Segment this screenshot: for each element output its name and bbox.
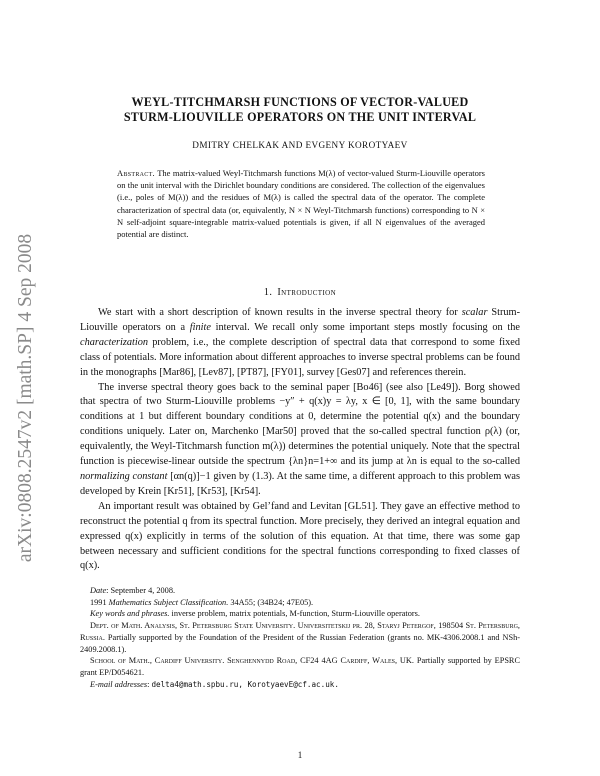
affiliation: School of Math., Cardiff University. Senghennydd Road, CF24 4AG Cardiff, Wales, UK. [90,656,414,666]
section-heading [80,287,520,298]
text-run: [αn(q)]−1 given by (1.3). At the same time, a different approach to this problem was developed by Krein [Kr51], [Kr53], [Kr54]. [80,470,520,497]
footnote-text: : [147,679,152,689]
footnote-affiliation-1 [80,620,520,655]
footnote-affiliation-2 [80,655,520,678]
text-run: Strum-Liouville operators on a [80,307,520,333]
footnote-text: Partially supported by the Foundation of the President of the Russian Federation (grants no. MK-4306.2008.1 and NSh-2409.2008.1). [80,632,520,654]
footnote-text: 34A55; (34B24; 47E05). [228,597,314,607]
text-run: interval. We recall only some important steps mostly focusing on the [210,321,520,333]
footnote-text: inverse problem, matrix potentials, M-function, Sturm-Liouville operators. [169,609,420,619]
paragraph [80,306,520,381]
title-line-1: WEYL-TITCHMARSH FUNCTIONS OF VECTOR-VALUED [131,95,469,109]
footnote-keywords [80,608,520,620]
emphasis: normalizing constant [80,470,168,482]
footnote-label: E-mail addresses [90,679,148,689]
text-run: We start with a short description of known results in the inverse spectral theory for [98,307,462,318]
footnote-msc [80,597,520,609]
footnotes [80,585,520,690]
abstract-text: The matrix-valued Weyl-Titchmarsh functions M(λ) of vector-valued Sturm-Liouville operators on the unit interval with the Dirichlet boundary conditions are considered. The collection of the eigenvalues (i.e., poles of M(λ)) and the residues of M(λ) is called the spectral data of the operator. The complete characterization of spectral data (or, equivalently, N × N Weyl-Titchmarsh functions) corresponding to N × N self-adjoint square-integrable matrix-valued potentials is given, if all N eigenvalues of the averaged potential are distinct. [117,168,485,240]
paragraph [80,381,520,500]
text-run: problem, i.e., the complete description of spectral data that correspond to some fixed class of potentials. More information about different approaches to inverse spectral problems can be found in the monographs [Mar86], [Lev87], [PT87], [FY01], survey [Ges07] and references therein. [80,336,520,378]
emphasis: scalar [461,307,488,318]
section-title: Introduction [277,287,337,298]
footnote-text: 1991 [90,597,109,607]
affiliation: Dept. of Math. Analysis, St. Petersburg State University. Universitetskij pr. 28, Staryj Petergof, 198504 St. Petersburg, Russia. [80,621,520,642]
footnote-label: Mathematics Subject Classification. [108,597,229,607]
email-addresses[interactable]: delta4@math.spbu.ru, KorotyaevE@cf.ac.uk. [151,679,339,689]
abstract-label: Abstract. [117,168,155,178]
paragraph [80,500,520,575]
abstract [117,167,485,240]
arxiv-identifier-text: arXiv:0808.2547v2 [math.SP] 4 Sep 2008 [15,233,36,562]
footnote-label: Key words and phrases. [90,609,170,619]
text-run: An important result was obtained by Gel’fand and Levitan [GL51]. They gave an effective method to reconstruct the potential q from its spectral function. More precisely, they derived an integral equation and expressed q(x) explicitly in terms of the solution of this equation. At that time, there was some gap between necessary and sufficient conditions for the spectral functions corresponding to fixed classes of q(x). [80,500,520,572]
emphasis: characterization [80,336,149,348]
emphasis: finite [189,321,211,333]
paper-title [80,95,520,125]
body-text [80,306,520,574]
section-number: 1. [263,287,273,298]
footnote-date [80,585,520,597]
footnote-text: : September 4, 2008. [106,586,176,595]
footnote-text: Partially supported by EPSRC grant EP/D054621. [80,656,520,677]
footnote-email [80,679,520,691]
authors: DMITRY CHELKAK AND EVGENY KOROTYAEV [192,140,408,150]
text-run: The inverse spectral theory goes back to the seminal paper [Bo46] (see also [Le49]). Borg showed that spectra of two Sturm-Liouville problems −y″ + q(x)y = λy, x ∈ [0, 1], with the same boundary conditions at 1 but different boundary conditions at 0, determine the potential q(x) and the boundary conditions uniquely. Later on, Marchenko [Mar50] proved that the so-called spectral function ρ(λ) (or, equivalently, the Weyl-Titchmarsh function m(λ)) determines the potential uniquely. Note that the spectral function is piecewise-linear outside the spectrum {λn}n=1+∞ and its jump at λn is equal to the so-called [80,381,520,468]
title-line-2: STURM-LIOUVILLE OPERATORS ON THE UNIT INTERVAL [123,110,477,124]
arxiv-identifier [14,175,38,620]
page-number: 1 [297,750,303,760]
footnote-label: Date [90,586,107,595]
